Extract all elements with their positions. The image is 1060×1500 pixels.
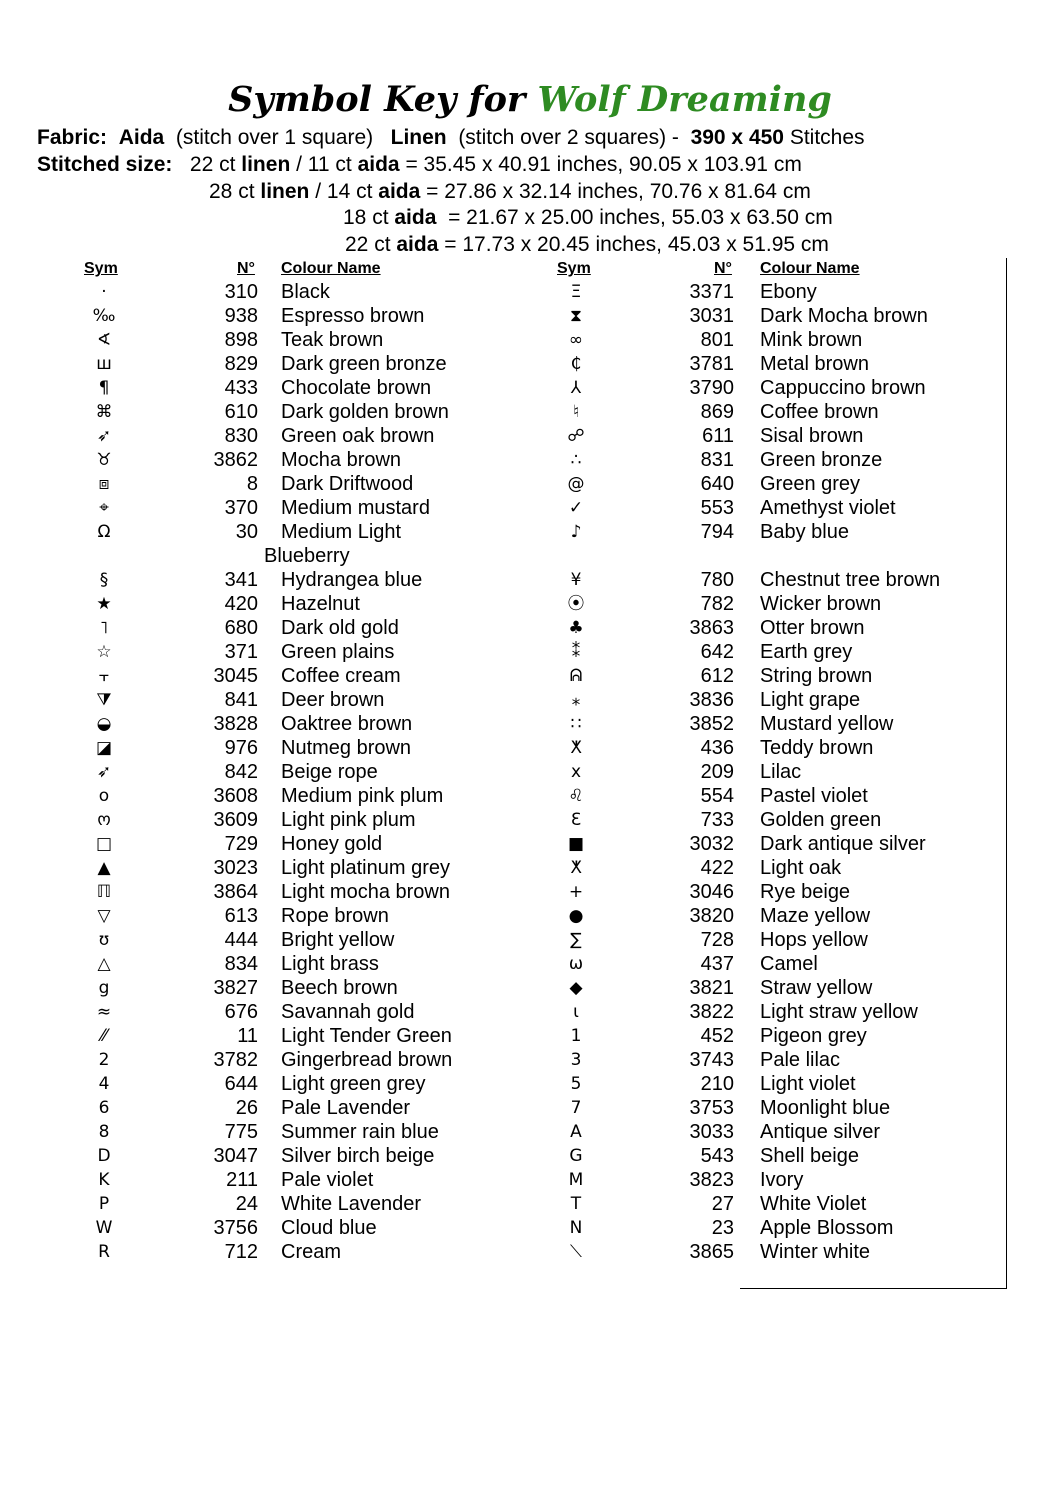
right-thread-number: 3371 [689, 281, 734, 303]
table-row [0, 1120, 1060, 1144]
left-colour-name: Medium Light [281, 521, 402, 543]
right-symbol: x [570, 762, 582, 782]
pattern-name: Wolf Dreaming [537, 79, 832, 120]
left-symbol: ⌘ [95, 402, 113, 422]
right-colour-name: Metal brown [760, 353, 869, 375]
table-row [0, 1144, 1060, 1168]
table-row [0, 352, 1060, 376]
left-thread-number: 3782 [213, 1049, 258, 1071]
table-row [0, 520, 1060, 568]
left-thread-number: 3862 [213, 449, 258, 471]
left-thread-number: 3827 [213, 977, 258, 999]
right-thread-number: 209 [700, 761, 734, 783]
right-symbol: ◆ [569, 978, 583, 998]
left-thread-number: 775 [224, 1121, 258, 1143]
left-thread-number: 3864 [213, 881, 258, 903]
left-thread-number: 310 [224, 281, 258, 303]
right-sym-header: Sym [557, 260, 591, 277]
left-thread-number: 3023 [213, 857, 258, 879]
left-thread-number: 938 [224, 305, 258, 327]
right-thread-number: 3823 [689, 1169, 734, 1191]
table-row [0, 880, 1060, 904]
right-colour-name: Dark Mocha brown [760, 305, 928, 327]
right-colour-name: Golden green [760, 809, 882, 831]
right-thread-number: 801 [700, 329, 734, 351]
right-colour-name: Dark antique silver [760, 833, 926, 855]
left-name-header: Colour Name [281, 260, 381, 277]
table-row [0, 1000, 1060, 1024]
left-colour-name: Black [281, 281, 330, 303]
left-symbol: ო [97, 810, 111, 830]
right-thread-number: 642 [700, 641, 734, 663]
right-colour-name: Mustard yellow [760, 713, 894, 735]
fabric-line: Fabric: Aida (stitch over 1 square) Linen (stitch over 2 squares) - 390 x 450 Stitches [37, 126, 865, 149]
left-symbol: ≈ [96, 1002, 112, 1022]
left-symbol: ⫟ [98, 666, 110, 686]
left-thread-number: 830 [224, 425, 258, 447]
right-colour-name: Light straw yellow [760, 1001, 918, 1023]
right-colour-name: Earth grey [760, 641, 853, 663]
right-colour-name: Teddy brown [760, 737, 874, 759]
left-symbol: ⁄⁄ [101, 1026, 107, 1046]
left-symbol: 2 [98, 1050, 110, 1070]
left-thread-number: 211 [226, 1169, 258, 1191]
right-colour-name: Winter white [760, 1241, 871, 1263]
left-thread-number: 680 [224, 617, 258, 639]
left-symbol: ★ [96, 594, 112, 614]
table-row [0, 592, 1060, 616]
left-colour-name: Light brass [281, 953, 379, 975]
right-thread-number: 3820 [689, 905, 734, 927]
right-thread-number: 452 [700, 1025, 734, 1047]
table-row [0, 976, 1060, 1000]
right-colour-name: White Violet [760, 1193, 867, 1215]
right-colour-name: Ebony [760, 281, 817, 303]
left-symbol: ➶ [96, 426, 112, 446]
right-symbol: ♌ [568, 786, 584, 806]
left-symbol: ‰ [92, 306, 116, 326]
table-row [0, 904, 1060, 928]
left-thread-number: 30 [235, 521, 258, 543]
left-sym-header: Sym [84, 260, 118, 277]
left-colour-name: Medium mustard [281, 497, 430, 519]
left-thread-number: 24 [235, 1193, 258, 1215]
left-colour-name: Summer rain blue [281, 1121, 439, 1143]
right-thread-number: 23 [711, 1217, 734, 1239]
left-colour-name: Rope brown [281, 905, 389, 927]
left-thread-number: 3756 [213, 1217, 258, 1239]
right-num-header: N° [714, 260, 732, 277]
left-thread-number: 729 [224, 833, 258, 855]
left-symbol: R [98, 1242, 110, 1262]
left-symbol: K [98, 1170, 110, 1190]
left-colour-name: Mocha brown [281, 449, 402, 471]
left-thread-number: 3608 [213, 785, 258, 807]
table-row [0, 736, 1060, 760]
right-thread-number: 3863 [689, 617, 734, 639]
table-row [0, 1072, 1060, 1096]
table-row [0, 448, 1060, 472]
right-thread-number: 3032 [689, 833, 734, 855]
left-thread-number: 341 [224, 569, 258, 591]
left-symbol: △ [97, 954, 111, 974]
left-symbol: 4 [98, 1074, 110, 1094]
right-symbol: ∷ [570, 714, 582, 734]
right-thread-number: 437 [700, 953, 734, 975]
right-symbol: ⁑ [571, 642, 581, 662]
left-thread-number: 841 [224, 689, 258, 711]
left-symbol: ▽ [97, 906, 111, 926]
left-symbol: Ω [97, 522, 111, 542]
left-thread-number: 829 [224, 353, 258, 375]
left-thread-number: 842 [224, 761, 258, 783]
left-colour-name: Espresso brown [281, 305, 425, 327]
left-symbol: · [101, 282, 107, 302]
table-row [0, 568, 1060, 592]
table-row [0, 1168, 1060, 1192]
right-symbol: Ɛ [570, 810, 582, 830]
table-row [0, 808, 1060, 832]
right-thread-number: 733 [700, 809, 734, 831]
left-symbol: ◪ [95, 738, 113, 758]
left-symbol: □ [95, 834, 113, 854]
right-symbol: ⟍ [570, 1242, 582, 1262]
right-thread-number: 210 [700, 1073, 734, 1095]
left-colour-name: Pale Lavender [281, 1097, 410, 1119]
left-colour-name: Chocolate brown [281, 377, 432, 399]
left-colour-name: Bright yellow [281, 929, 395, 951]
right-symbol: ♪ [570, 522, 582, 542]
right-symbol: ¥ [570, 570, 582, 590]
left-colour-name: Cloud blue [281, 1217, 377, 1239]
right-colour-name: Chestnut tree brown [760, 569, 941, 591]
left-colour-name: Green oak brown [281, 425, 435, 447]
left-colour-name: Hydrangea blue [281, 569, 423, 591]
right-thread-number: 3033 [689, 1121, 734, 1143]
left-colour-name: Cream [281, 1241, 342, 1263]
left-thread-number: 610 [224, 401, 258, 423]
table-row [0, 856, 1060, 880]
right-thread-number: 3781 [689, 353, 734, 375]
left-symbol: ⧈ [98, 474, 110, 494]
right-thread-number: 27 [711, 1193, 734, 1215]
right-thread-number: 640 [700, 473, 734, 495]
right-symbol: G [569, 1146, 583, 1166]
left-thread-number: 898 [224, 329, 258, 351]
left-symbol: D [97, 1146, 111, 1166]
right-symbol: T [570, 1194, 582, 1214]
left-thread-number: 371 [224, 641, 258, 663]
table-row [0, 376, 1060, 400]
table-row [0, 424, 1060, 448]
right-symbol: ⦿ [567, 594, 585, 614]
right-symbol: A [570, 1122, 582, 1142]
left-thread-number: 433 [224, 377, 258, 399]
right-symbol: 5 [570, 1074, 582, 1094]
left-symbol: ⧩ [96, 690, 112, 710]
left-colour-name: Medium pink plum [281, 785, 444, 807]
right-thread-number: 3852 [689, 713, 734, 735]
stitched-size-line-3: 18 ct aida = 21.67 x 25.00 inches, 55.03 x 63.50 cm [343, 206, 833, 229]
page-title [0, 78, 1060, 122]
left-symbol: 6 [98, 1098, 110, 1118]
left-symbol: ¶ [98, 378, 110, 398]
left-colour-name: Beech brown [281, 977, 398, 999]
left-symbol: ˥ [99, 618, 109, 638]
left-thread-number: 834 [224, 953, 258, 975]
left-thread-number: 676 [224, 1001, 258, 1023]
right-symbol: ● [568, 906, 584, 926]
table-row [0, 1048, 1060, 1072]
left-colour-name: Light mocha brown [281, 881, 450, 903]
left-symbol: W [95, 1218, 113, 1238]
left-symbol: ◒ [96, 714, 112, 734]
right-thread-number: 612 [700, 665, 734, 687]
right-thread-number: 554 [700, 785, 734, 807]
table-row [0, 760, 1060, 784]
left-thread-number: 976 [224, 737, 258, 759]
left-num-header: N° [237, 260, 255, 277]
left-thread-number: 11 [237, 1025, 258, 1047]
symbol-key-table [0, 280, 1060, 1264]
right-thread-number: 869 [700, 401, 734, 423]
left-colour-name: Dark green bronze [281, 353, 447, 375]
right-thread-number: 553 [700, 497, 734, 519]
left-colour-name: Oaktree brown [281, 713, 413, 735]
left-thread-number: 3828 [213, 713, 258, 735]
table-row [0, 496, 1060, 520]
right-symbol: 7 [570, 1098, 582, 1118]
left-symbol: ➶ [96, 762, 112, 782]
right-thread-number: 728 [700, 929, 734, 951]
left-symbol: ∢ [96, 330, 112, 350]
right-colour-name: Sisal brown [760, 425, 864, 447]
left-symbol: ℿ [96, 882, 112, 902]
right-symbol: 1 [570, 1026, 582, 1046]
left-colour-name-continued: Blueberry [264, 545, 350, 567]
left-symbol: ▲ [97, 858, 111, 878]
left-colour-name: Light pink plum [281, 809, 416, 831]
table-row [0, 928, 1060, 952]
left-colour-name: Hazelnut [281, 593, 360, 615]
table-row [0, 712, 1060, 736]
table-row [0, 472, 1060, 496]
left-thread-number: 26 [235, 1097, 258, 1119]
right-colour-name: String brown [760, 665, 873, 687]
right-colour-name: Moonlight blue [760, 1097, 891, 1119]
right-colour-name: Light grape [760, 689, 861, 711]
left-symbol: ⌖ [99, 498, 109, 518]
right-thread-number: 3821 [689, 977, 734, 999]
left-symbol: ш [96, 354, 112, 374]
left-colour-name: Nutmeg brown [281, 737, 412, 759]
left-colour-name: Light platinum grey [281, 857, 450, 879]
right-border-line [1006, 258, 1007, 1288]
right-colour-name: Green grey [760, 473, 861, 495]
right-thread-number: 422 [700, 857, 734, 879]
right-symbol: ⵅ [570, 858, 582, 878]
right-colour-name: Pigeon grey [760, 1025, 867, 1047]
right-colour-name: Hops yellow [760, 929, 868, 951]
bottom-border-line [740, 1288, 1007, 1289]
right-symbol: ✓ [568, 498, 584, 518]
left-thread-number: 420 [224, 593, 258, 615]
right-symbol: Ξ [570, 282, 582, 302]
right-symbol: + [568, 882, 584, 902]
right-symbol: ∑ [570, 930, 582, 950]
left-symbol: ☆ [96, 642, 112, 662]
right-colour-name: Light violet [760, 1073, 856, 1095]
left-thread-number: 8 [246, 473, 258, 495]
right-colour-name: Camel [760, 953, 818, 975]
right-thread-number: 3836 [689, 689, 734, 711]
table-row [0, 304, 1060, 328]
left-colour-name: Savannah gold [281, 1001, 415, 1023]
right-colour-name: Ivory [760, 1169, 804, 1191]
right-thread-number: 611 [702, 425, 734, 447]
left-colour-name: Silver birch beige [281, 1145, 435, 1167]
left-colour-name: Light green grey [281, 1073, 426, 1095]
stitched-size-line: Stitched size: 22 ct linen / 11 ct aida = 35.45 x 40.91 inches, 90.05 x 103.91 cm [37, 153, 802, 176]
right-colour-name: Mink brown [760, 329, 863, 351]
right-symbol: ♮ [572, 402, 580, 422]
right-symbol: M [568, 1170, 584, 1190]
right-colour-name: Pastel violet [760, 785, 868, 807]
table-row [0, 1096, 1060, 1120]
right-symbol: ♣ [568, 618, 584, 638]
left-colour-name: Honey gold [281, 833, 383, 855]
left-colour-name: Teak brown [281, 329, 384, 351]
table-row [0, 328, 1060, 352]
left-thread-number: 444 [224, 929, 258, 951]
table-row [0, 1024, 1060, 1048]
stitched-size-line-4: 22 ct aida = 17.73 x 20.45 inches, 45.03 x 51.95 cm [345, 233, 829, 256]
right-colour-name: Apple Blossom [760, 1217, 894, 1239]
right-colour-name: Shell beige [760, 1145, 859, 1167]
left-colour-name: Pale violet [281, 1169, 374, 1191]
table-row [0, 664, 1060, 688]
right-symbol: ■ [567, 834, 585, 854]
left-colour-name: Deer brown [281, 689, 385, 711]
right-symbol: ⅄ [570, 378, 582, 398]
table-row [0, 400, 1060, 424]
right-colour-name: Wicker brown [760, 593, 882, 615]
right-thread-number: 3753 [689, 1097, 734, 1119]
left-symbol: o [98, 786, 110, 806]
right-colour-name: Antique silver [760, 1121, 881, 1143]
right-symbol: @ [567, 474, 585, 494]
left-symbol: 8 [98, 1122, 110, 1142]
left-symbol: ♉ [96, 450, 112, 470]
right-symbol: ∴ [570, 450, 582, 470]
right-thread-number: 3822 [689, 1001, 734, 1023]
left-colour-name: White Lavender [281, 1193, 422, 1215]
table-row [0, 1192, 1060, 1216]
right-thread-number: 3046 [689, 881, 734, 903]
left-symbol: P [98, 1194, 110, 1214]
table-row [0, 616, 1060, 640]
left-thread-number: 712 [224, 1241, 258, 1263]
left-thread-number: 3045 [213, 665, 258, 687]
right-thread-number: 794 [700, 521, 734, 543]
right-colour-name: Rye beige [760, 881, 851, 903]
right-colour-name: Coffee brown [760, 401, 879, 423]
right-colour-name: Cappuccino brown [760, 377, 926, 399]
right-symbol: ☍ [567, 426, 585, 446]
left-colour-name: Green plains [281, 641, 395, 663]
right-symbol: ∞ [568, 330, 584, 350]
right-thread-number: 782 [700, 593, 734, 615]
right-colour-name: Green bronze [760, 449, 883, 471]
table-row [0, 952, 1060, 976]
right-thread-number: 831 [700, 449, 734, 471]
right-symbol: 3 [570, 1050, 582, 1070]
right-thread-number: 3790 [689, 377, 734, 399]
title-prefix: Symbol Key for [228, 79, 526, 120]
table-row [0, 688, 1060, 712]
left-colour-name: Beige rope [281, 761, 378, 783]
table-row [0, 280, 1060, 304]
right-name-header: Colour Name [760, 260, 860, 277]
right-colour-name: Lilac [760, 761, 802, 783]
left-colour-name: Light Tender Green [281, 1025, 452, 1047]
right-thread-number: 3743 [689, 1049, 734, 1071]
left-colour-name: Dark golden brown [281, 401, 449, 423]
right-symbol: ⁎ [571, 690, 581, 710]
left-thread-number: 370 [224, 497, 258, 519]
left-symbol: ʊ [98, 930, 110, 950]
right-colour-name: Baby blue [760, 521, 849, 543]
right-symbol: ⧗ [570, 306, 582, 326]
left-symbol: § [99, 570, 109, 590]
right-thread-number: 3865 [689, 1241, 734, 1263]
table-row [0, 1240, 1060, 1264]
right-colour-name: Light oak [760, 857, 842, 879]
right-symbol: ɩ [573, 1002, 579, 1022]
right-thread-number: 543 [700, 1145, 734, 1167]
table-row [0, 784, 1060, 808]
right-symbol: ω [568, 954, 584, 974]
right-thread-number: 3031 [689, 305, 734, 327]
left-thread-number: 3609 [213, 809, 258, 831]
left-colour-name: Coffee cream [281, 665, 401, 687]
right-symbol: ₵ [570, 354, 582, 374]
table-row [0, 640, 1060, 664]
right-colour-name: Straw yellow [760, 977, 873, 999]
left-colour-name: Dark Driftwood [281, 473, 414, 495]
right-thread-number: 436 [700, 737, 734, 759]
left-thread-number: 3047 [213, 1145, 258, 1167]
left-thread-number: 644 [224, 1073, 258, 1095]
stitched-size-line-2: 28 ct linen / 14 ct aida = 27.86 x 32.14 inches, 70.76 x 81.64 cm [209, 180, 811, 203]
right-colour-name: Pale lilac [760, 1049, 841, 1071]
table-row [0, 832, 1060, 856]
right-symbol: ⵅ [570, 738, 582, 758]
left-colour-name: Dark old gold [281, 617, 399, 639]
right-symbol: ᕱ [569, 666, 583, 686]
left-symbol: g [98, 978, 110, 998]
right-colour-name: Maze yellow [760, 905, 871, 927]
right-thread-number: 780 [700, 569, 734, 591]
right-colour-name: Otter brown [760, 617, 865, 639]
right-colour-name: Amethyst violet [760, 497, 896, 519]
left-colour-name: Gingerbread brown [281, 1049, 453, 1071]
right-symbol: N [569, 1218, 583, 1238]
table-row [0, 1216, 1060, 1240]
left-thread-number: 613 [224, 905, 258, 927]
